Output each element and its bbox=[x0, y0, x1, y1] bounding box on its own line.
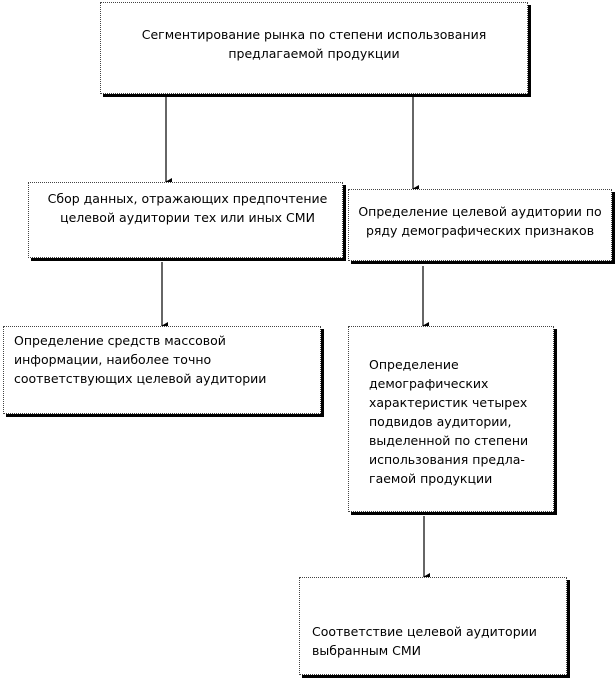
media-selection-box bbox=[3, 326, 321, 414]
audience-media-match-box bbox=[299, 577, 567, 675]
segmentation-box bbox=[100, 2, 528, 94]
audience-media-match-text: Соответствие целевой аудитории выбранным СМИ bbox=[312, 624, 537, 658]
media-preference-data-text: Сбор данных, отражающих предпочтение целевой аудитории тех или иных СМИ bbox=[47, 191, 328, 225]
media-selection-text: Определение средств массовой информации, наиболее точно соответствующих целевой аудитории bbox=[14, 333, 267, 386]
demographic-characteristics-text: Определение демографических характеристик четырех подвидов аудитории, выделенной по степени использования предла-гаемой продукции bbox=[369, 357, 529, 486]
media-preference-data-box bbox=[28, 182, 343, 258]
target-audience-definition-box bbox=[348, 189, 612, 261]
target-audience-definition-text: Определение целевой аудитории по ряду демографических признаков bbox=[358, 204, 602, 238]
segmentation-text: Сегментирование рынка по степени использования предлагаемой продукции bbox=[141, 27, 487, 61]
demographic-characteristics-box bbox=[348, 326, 554, 512]
